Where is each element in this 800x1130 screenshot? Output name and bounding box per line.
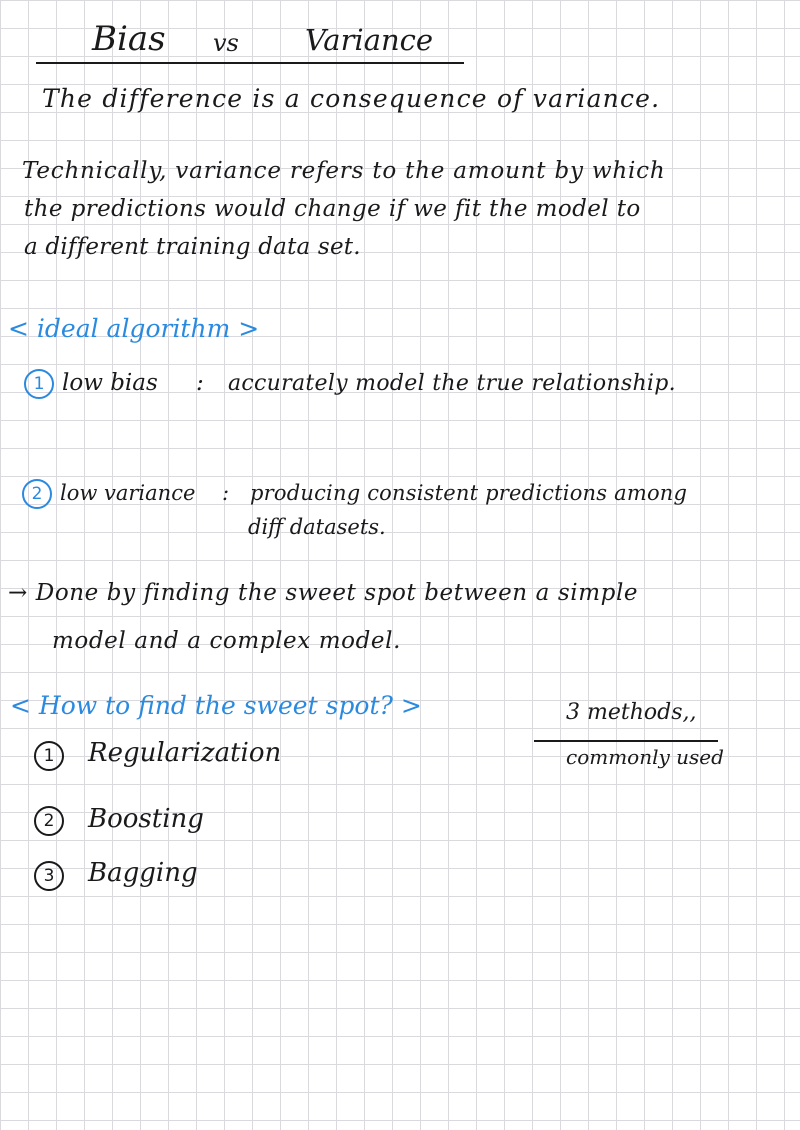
title-bias: Bias — [92, 19, 166, 59]
method-1-circle-icon: 1 — [34, 741, 64, 771]
sweet-spot-line-2: model and a complex model. — [52, 628, 402, 654]
low-variance-description-1: producing consistent predictions among — [250, 481, 688, 505]
method-boosting: Boosting — [88, 804, 204, 834]
number-1-circle-icon: 1 — [24, 369, 54, 399]
ideal-algorithm-heading: < ideal algorithm > — [8, 314, 260, 343]
low-variance-term: low variance — [60, 481, 196, 505]
method-3-circle-icon: 3 — [34, 861, 64, 891]
methods-note-rule — [534, 740, 718, 742]
sweet-spot-line-1: → Done by finding the sweet spot between a simple — [8, 580, 639, 606]
definition-line-1: Technically, variance refers to the amount by which — [22, 158, 666, 184]
low-bias-separator: : — [196, 370, 204, 396]
title-underline — [36, 62, 464, 64]
title-variance: Variance — [305, 23, 434, 57]
method-regularization: Regularization — [88, 738, 282, 768]
method-2-circle-icon: 2 — [34, 806, 64, 836]
title-vs: vs — [213, 29, 239, 57]
method-bagging: Bagging — [88, 858, 198, 888]
methods-note-top: 3 methods,, — [566, 700, 697, 725]
how-to-heading: < How to find the sweet spot? > — [10, 691, 422, 720]
low-variance-separator: : — [222, 481, 230, 505]
intro-line: The difference is a consequence of variance. — [42, 84, 661, 113]
number-2-circle-icon: 2 — [22, 479, 52, 509]
low-bias-description: accurately model the true relationship. — [228, 371, 676, 396]
methods-note-bottom: commonly used — [566, 745, 724, 769]
low-bias-term: low bias — [62, 370, 158, 396]
low-variance-description-2: diff datasets. — [248, 515, 386, 539]
definition-line-3: a different training data set. — [24, 234, 361, 260]
definition-line-2: the predictions would change if we fit the model to — [24, 196, 641, 222]
